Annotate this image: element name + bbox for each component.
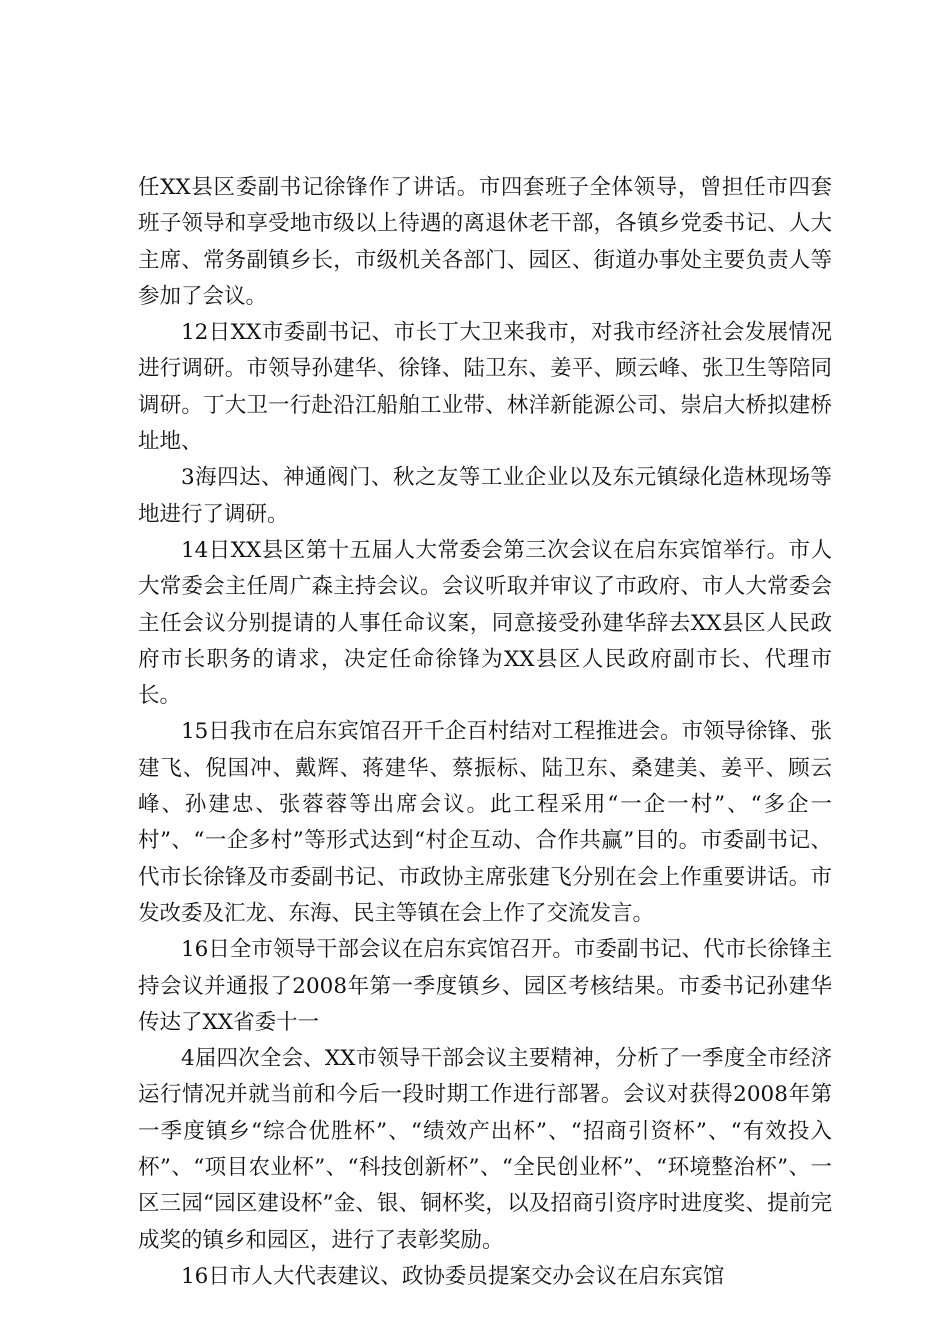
paragraph-6: 16日全市领导干部会议在启东宾馆召开。市委副书记、代市长徐锋主持会议并通报了2008年第一季度镇乡、园区考核结果。市委书记孙建华传达了XX省委十一 (138, 937, 832, 1035)
paragraph-7: 4届四次全会、XX市领导干部会议主要精神，分析了一季度全市经济运行情况并就当前和今后一段时期工作进行部署。会议对获得2008年第一季度镇乡“综合优胜杯”、“绩效产出杯”、“招商引资杯”、“有效投入杯”、“项目农业杯”、“科技创新杯”、“全民创业杯”、“环境整治杯”、一区三园“园区建设杯”金、银、铜杯奖，以及招商引资序时进度奖、提前完成奖的镇乡和园区，进行了表彰奖励。 (138, 1046, 832, 1253)
paragraph-8: 16日市人大代表建议、政协委员提案交办会议在启东宾馆 (181, 1263, 725, 1289)
paragraph-4: 14日XX县区第十五届人大常委会第三次会议在启东宾馆举行。市人大常委会主任周广森主持会议。会议听取并审议了市政府、市人大常委会主任会议分别提请的人事任命议案，同意接受孙建华辞去XX县区人民政府市长职务的请求，决定任命徐锋为XX县区人民政府副市长、代理市长。 (138, 537, 832, 709)
document-body (138, 170, 832, 1295)
paragraph-1: 任XX县区委副书记徐锋作了讲话。市四套班子全体领导，曾担任市四套班子领导和享受地市级以上待遇的离退休老干部，各镇乡党委书记、人大主席、常务副镇乡长，市级机关各部门、园区、街道办事处主要负责人等参加了会议。 (138, 175, 832, 309)
paragraph-5: 15日我市在启东宾馆召开千企百村结对工程推进会。市领导徐锋、张建飞、倪国冲、戴辉、蒋建华、蔡振标、陆卫东、桑建美、姜平、顾云峰、孙建忠、张蓉蓉等出席会议。此工程采用“一企一村”、“多企一村”、“一企多村”等形式达到“村企互动、合作共赢”目的。市委副书记、代市长徐锋及市委副书记、市政协主席张建飞分别在会上作重要讲话。市发改委及汇龙、东海、民主等镇在会上作了交流发言。 (138, 719, 832, 926)
paragraph-3: 3海四达、神通阀门、秋之友等工业企业以及东元镇绿化造林现场等地进行了调研。 (138, 465, 832, 527)
paragraph-2: 12日XX市委副书记、市长丁大卫来我市，对我市经济社会发展情况进行调研。市领导孙建华、徐锋、陆卫东、姜平、顾云峰、张卫生等陪同调研。丁大卫一行赴沿江船舶工业带、林洋新能源公司、崇启大桥拟建桥址地、 (138, 320, 832, 455)
